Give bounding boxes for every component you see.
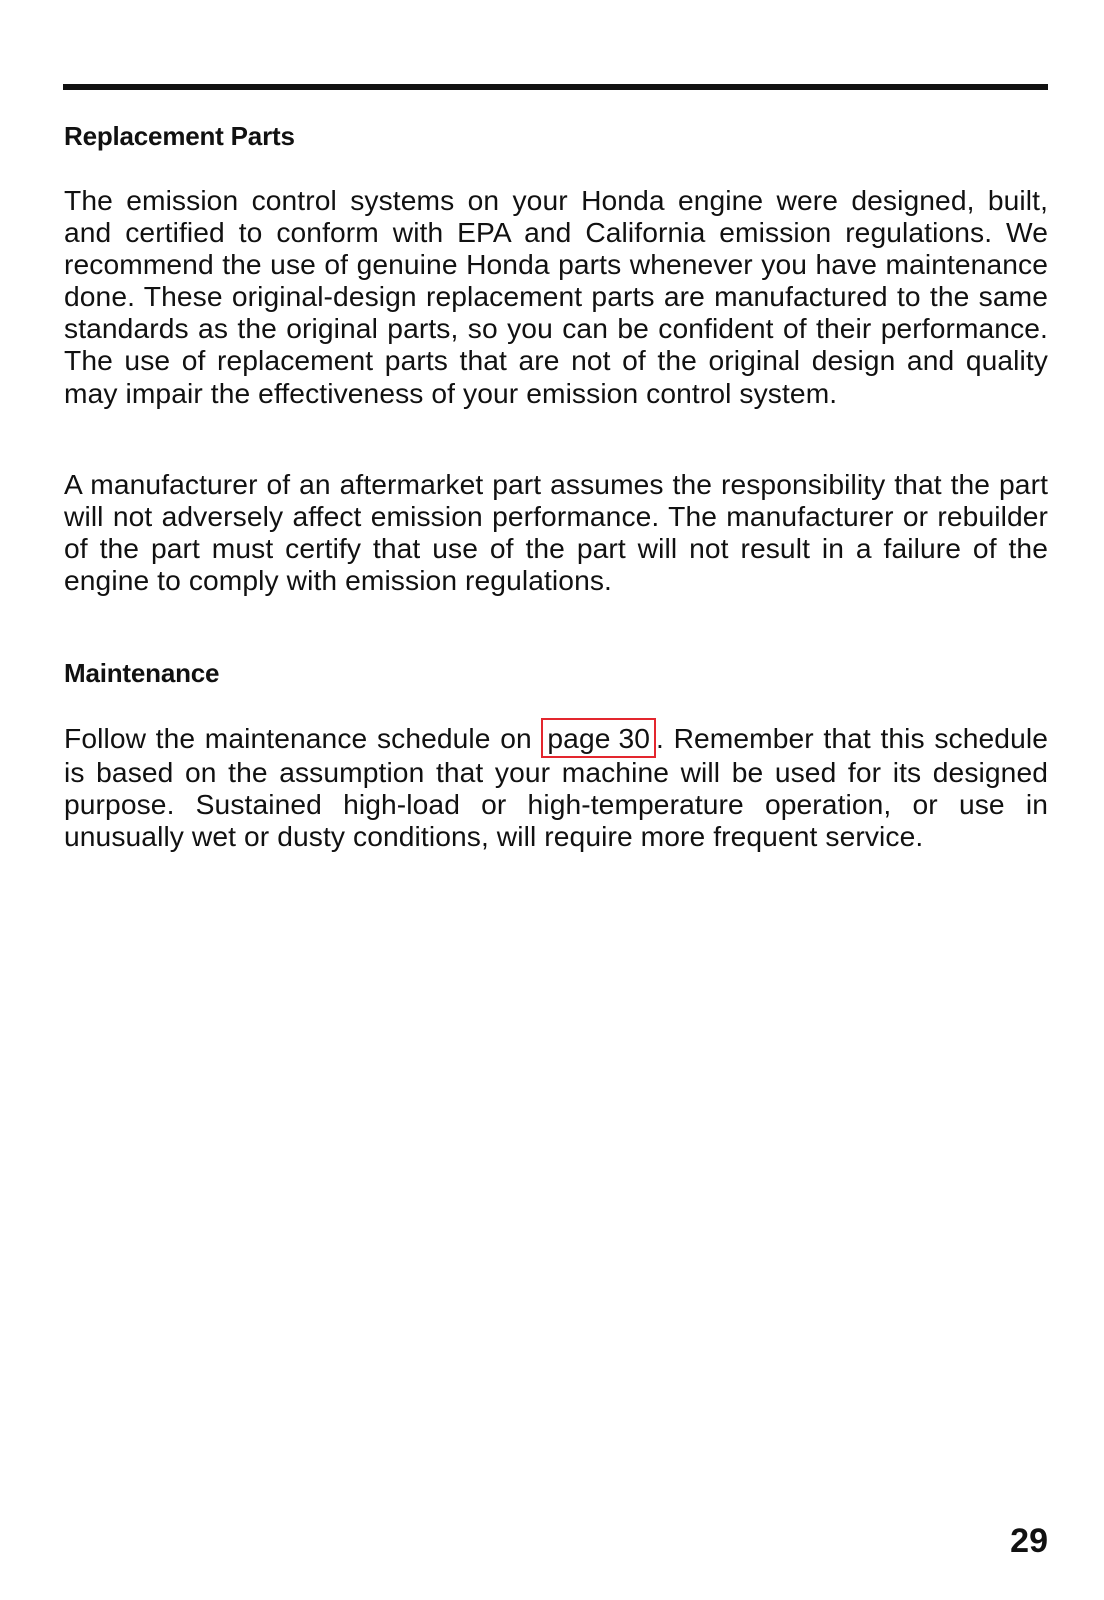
maintenance-paragraph bbox=[64, 720, 1048, 852]
section-heading-replacement-parts: Replacement Parts bbox=[64, 121, 295, 151]
section-heading-maintenance: Maintenance bbox=[64, 658, 220, 688]
maintenance-text-before-link: Follow the maintenance schedule on bbox=[64, 722, 542, 754]
replacement-parts-paragraph-1: The emission control systems on your Honda engine were designed, built, and certified to conform with EPA and California emission regulations. We recommend the use of genuine Honda parts whenever you have maintenance done. These original-design replacement parts are manufactured to the same standards as the original parts, so you can be confident of their performance. The use of replacement parts that are not of the original design and quality may impair the effectiveness of your emission control system. bbox=[64, 184, 1048, 409]
replacement-parts-paragraph-2: A manufacturer of an aftermarket part assumes the responsibility that the part will not adversely affect emission performance. The manufacturer or rebuilder of the part must certify that use of the part will not result in a failure of the engine to comply with emission regulations. bbox=[64, 468, 1048, 597]
maintenance-text-after-link: . Remember that this schedule is based on the assumption that your machine will be used for its designed purpose. Sustained high-load or high-temperature operation, or use in unusually wet or dusty conditions, will require more frequent service. bbox=[64, 722, 1048, 853]
page-number: 29 bbox=[1010, 1522, 1048, 1560]
top-rule bbox=[63, 84, 1048, 90]
page-30-link[interactable]: page 30 bbox=[541, 718, 656, 758]
